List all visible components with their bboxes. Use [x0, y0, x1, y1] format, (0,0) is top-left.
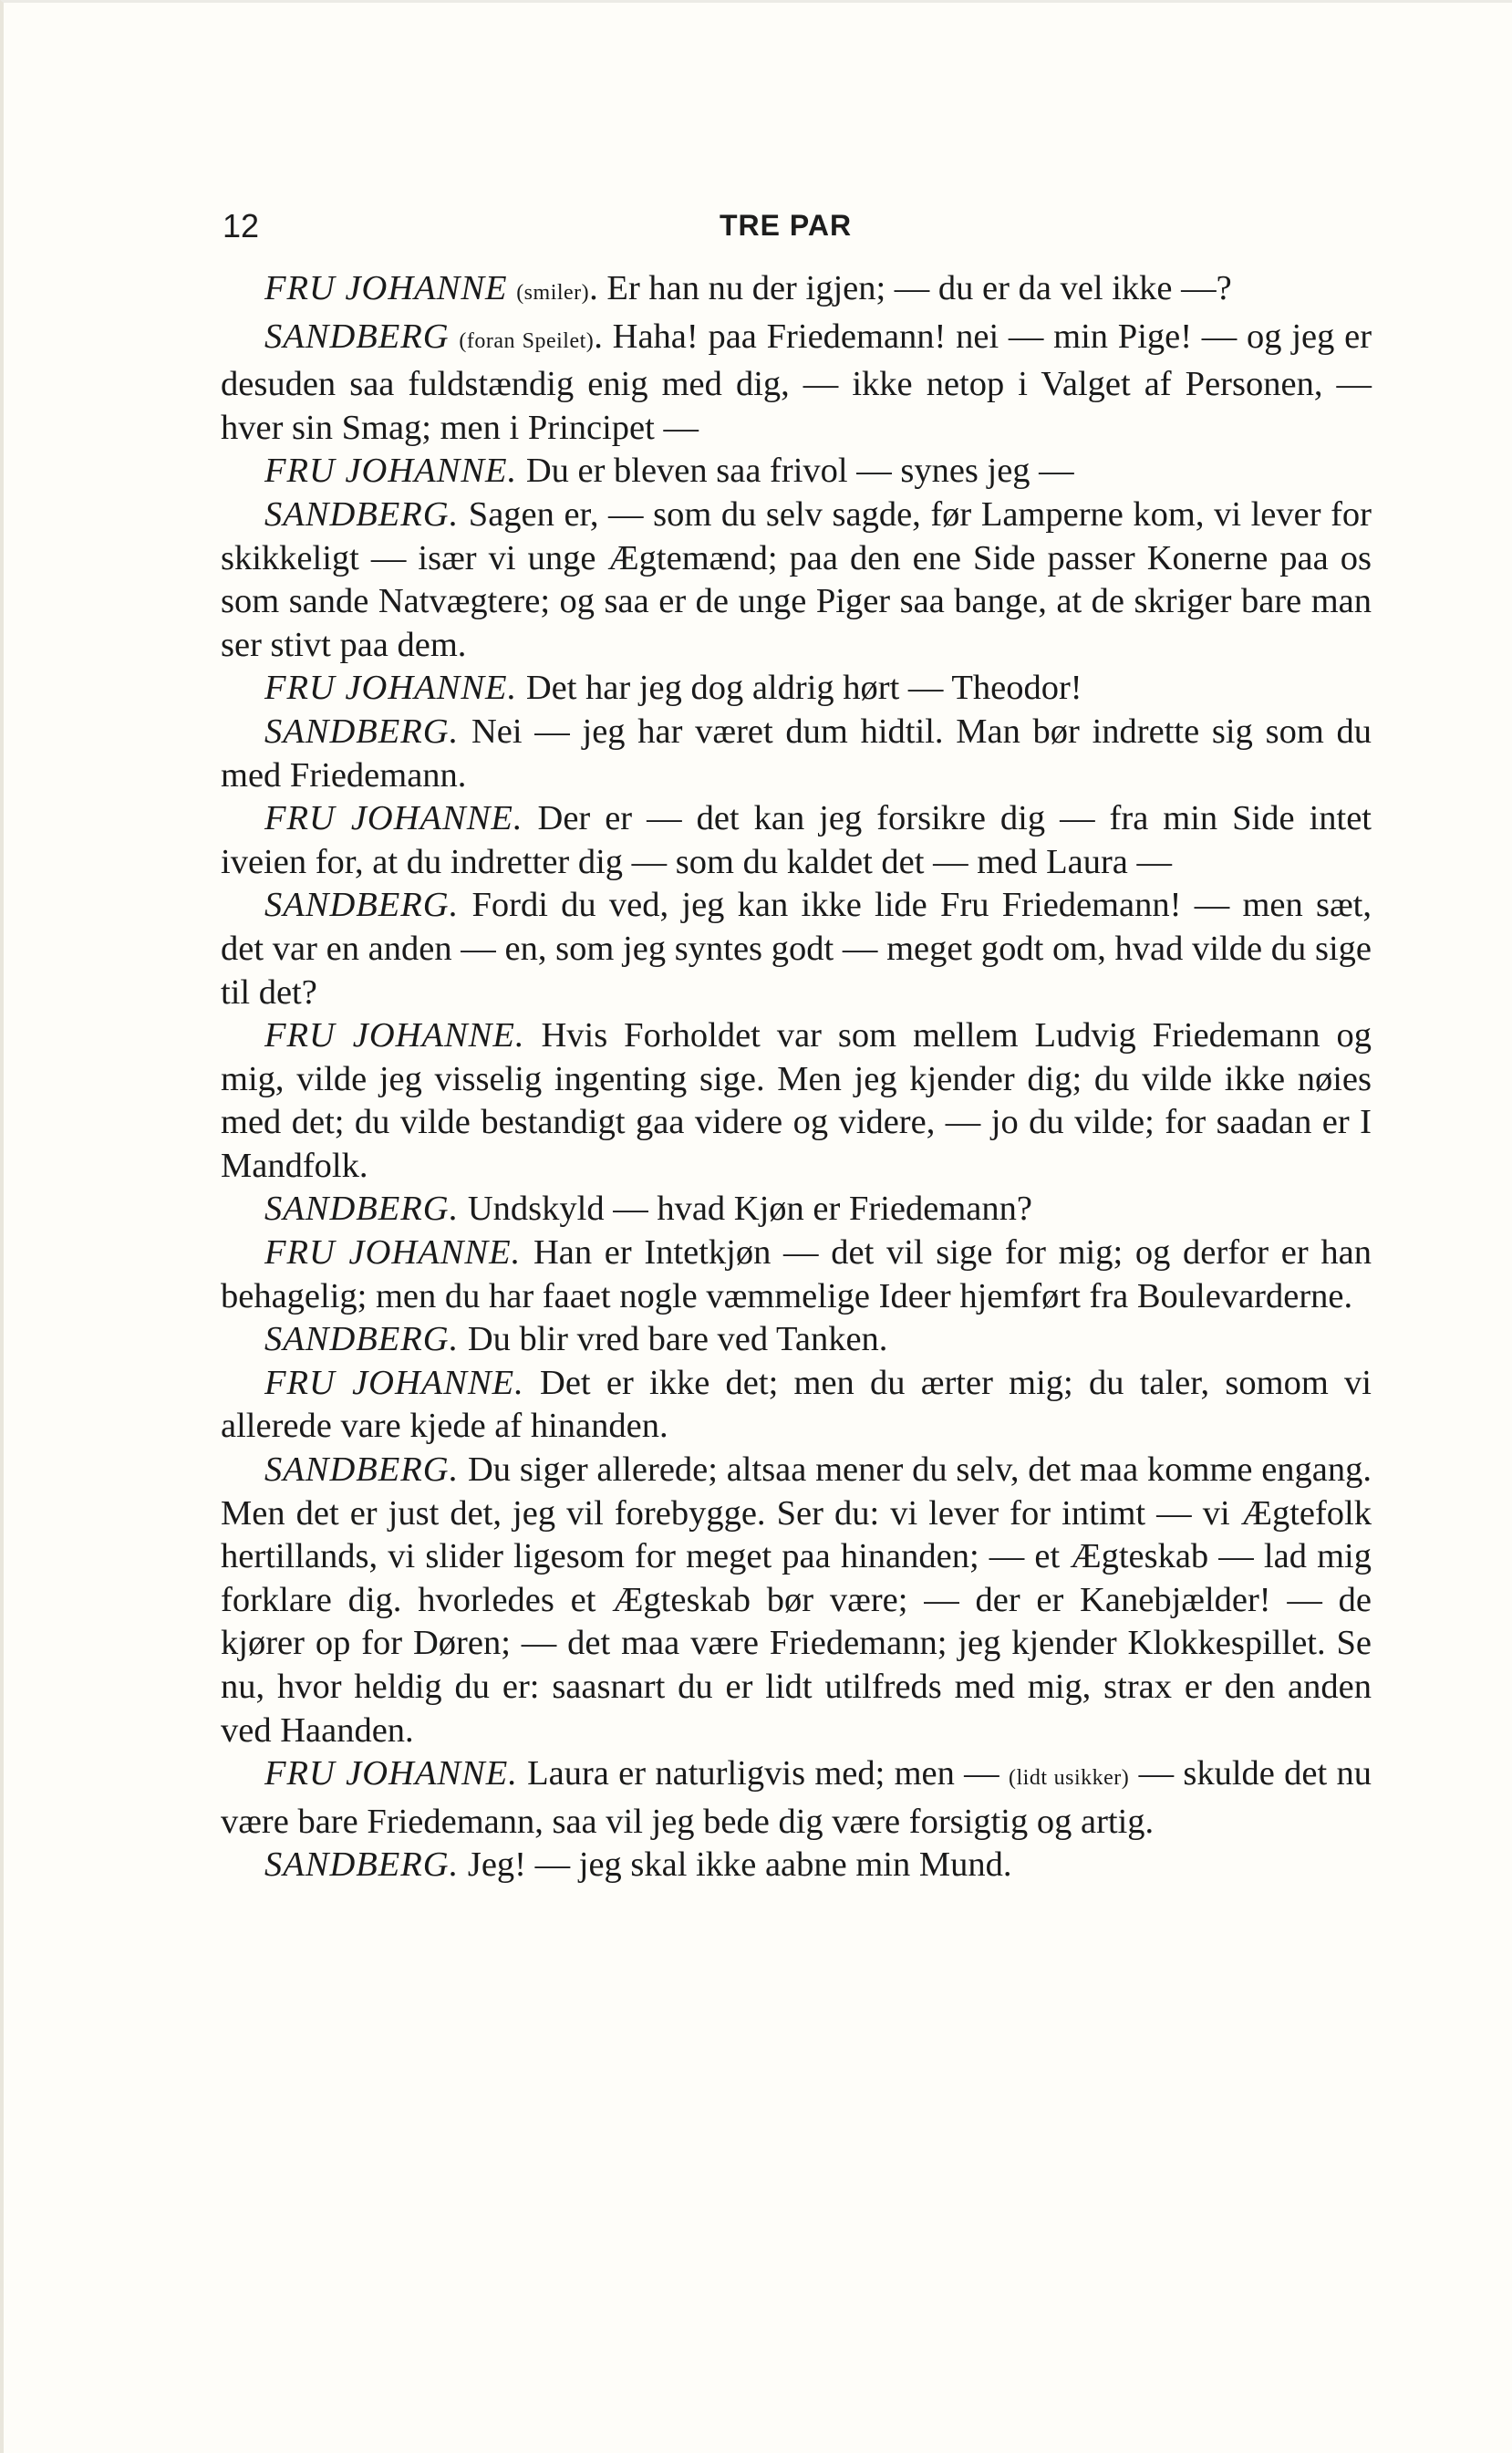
page-number: 12: [223, 207, 260, 244]
speaker-name: SANDBERG.: [264, 1190, 460, 1229]
dialogue-paragraph: [221, 450, 1372, 494]
stage-direction: (smiler): [516, 281, 590, 305]
speaker-name: FRU JOHANNE.: [264, 1363, 524, 1402]
play-text: [221, 267, 1372, 1887]
dialogue-text: Sagen er, — som du selv sagde, før Lamperne kom, vi lever for skikkeligt — især vi unge Ægtemænd; paa den ene Side passer Konerne paa os som sande Natvægtere; og saa er de unge Piger saa bange, at de skriger bare man ser stivt paa dem.: [221, 494, 1372, 664]
page-header: [223, 207, 1381, 251]
dialogue-paragraph: [221, 667, 1372, 711]
speaker-name: SANDBERG.: [264, 886, 460, 925]
dialogue-text: Der er — det kan jeg forsikre dig — fra min Side intet iveien for, at du indretter dig — som du kaldet det — med Laura —: [221, 799, 1372, 881]
speaker-name: SANDBERG: [264, 317, 450, 356]
speaker-name: SANDBERG.: [264, 712, 460, 751]
dialogue-text: Fordi du ved, jeg kan ikke lide Fru Friedemann! — men sæt, det var en anden — en, som jeg syntes godt — meget godt om, hvad vilde du sige til det?: [221, 886, 1372, 1012]
dialogue-text: Nei — jeg har været dum hidtil. Man bør indrette sig som du med Friedemann.: [221, 712, 1372, 795]
speaker-name: SANDBERG.: [264, 494, 460, 534]
dialogue-paragraph: [221, 494, 1372, 667]
speaker-name: FRU JOHANNE: [264, 269, 508, 307]
dialogue-text: Hvis Forholdet var som mellem Ludvig Friedemann og mig, vilde jeg visselig ingenting sige. Men jeg kjender dig; du vilde ikke nøies med det; du vilde bestandigt gaa videre og videre, — jo du vilde; for saadan er I Mandfolk.: [221, 1016, 1372, 1185]
dialogue-text: — skulde det nu være bare Friedemann, saa vil jeg bede dig være forsigtig og artig.: [221, 1754, 1372, 1841]
dialogue-paragraph: [221, 1014, 1372, 1188]
dialogue-text: Det er ikke det; men du ærter mig; du taler, somom vi allerede vare kjede af hinanden.: [221, 1363, 1372, 1446]
dialogue-text: Du er bleven saa frivol — synes jeg —: [517, 452, 1074, 491]
dialogue-paragraph: [221, 316, 1372, 451]
speaker-name: FRU JOHANNE.: [264, 1754, 518, 1793]
dialogue-text: Jeg! — jeg skal ikke aabne min Mund.: [459, 1845, 1012, 1885]
dialogue-text: Du siger allerede; altsaa mener du selv, det maa komme engang. Men det er just det, jeg vil forebygge. Ser du: vi lever for intimt — vi Ægtefolk hertillands, vi slider ligesom for meget paa hinanden; — et Ægteskab — lad mig forklare dig. hvorledes et Ægteskab bør være; — der er Kanebjælder! — de kjører op for Døren; — det maa være Friedemann; jeg kjender Klokkespillet. Se nu, hvor heldig du er: saasnart du er lidt utilfreds med mig, strax er den anden ved Haanden.: [221, 1450, 1372, 1750]
dialogue-text: Undskyld — hvad Kjøn er Friedemann?: [459, 1190, 1032, 1229]
speaker-name: SANDBERG.: [264, 1845, 460, 1885]
speaker-name: FRU JOHANNE.: [264, 1233, 522, 1273]
stage-direction: (foran Speilet): [459, 328, 595, 353]
speaker-name: FRU JOHANNE.: [264, 799, 523, 838]
dialogue-paragraph: [221, 1752, 1372, 1844]
dialogue-paragraph: [221, 1232, 1372, 1318]
dialogue-paragraph: [221, 884, 1372, 1014]
dialogue-paragraph: [221, 1449, 1372, 1752]
dialogue-paragraph: [221, 797, 1372, 884]
dialogue-paragraph: [221, 267, 1372, 316]
running-head: TRE PAR: [720, 209, 853, 242]
dialogue-text: . Haha! paa Friedemann! nei — min Pige! — og jeg er desuden saa fuldstændig enig med dig, — ikke netop i Valget af Personen, — hver sin Smag; men i Principet —: [221, 317, 1372, 447]
speaker-name: SANDBERG.: [264, 1450, 460, 1490]
dialogue-paragraph: [221, 1362, 1372, 1449]
dialogue-text: . Er han nu der igjen; — du er da vel ikke —?: [589, 269, 1232, 307]
speaker-name: FRU JOHANNE.: [264, 669, 518, 708]
dialogue-paragraph: [221, 1188, 1372, 1232]
dialogue-text: Han er Intetkjøn — det vil sige for mig; og derfor er han behagelig; men du har faaet nogle væmmelige Ideer hjemført fra Boulevarderne.: [221, 1233, 1372, 1315]
speaker-name: FRU JOHANNE.: [264, 452, 518, 491]
dialogue-paragraph: [221, 1318, 1372, 1362]
speaker-name: SANDBERG.: [264, 1320, 460, 1359]
stage-direction: (lidt usikker): [1008, 1766, 1130, 1791]
dialogue-text: Du blir vred bare ved Tanken.: [459, 1320, 888, 1359]
dialogue-text: Det har jeg dog aldrig hørt — Theodor!: [517, 669, 1082, 708]
dialogue-paragraph: [221, 711, 1372, 797]
dialogue-paragraph: [221, 1844, 1372, 1887]
dialogue-text: Laura er naturligvis med; men —: [517, 1754, 1009, 1793]
speaker-name: FRU JOHANNE.: [264, 1016, 525, 1055]
